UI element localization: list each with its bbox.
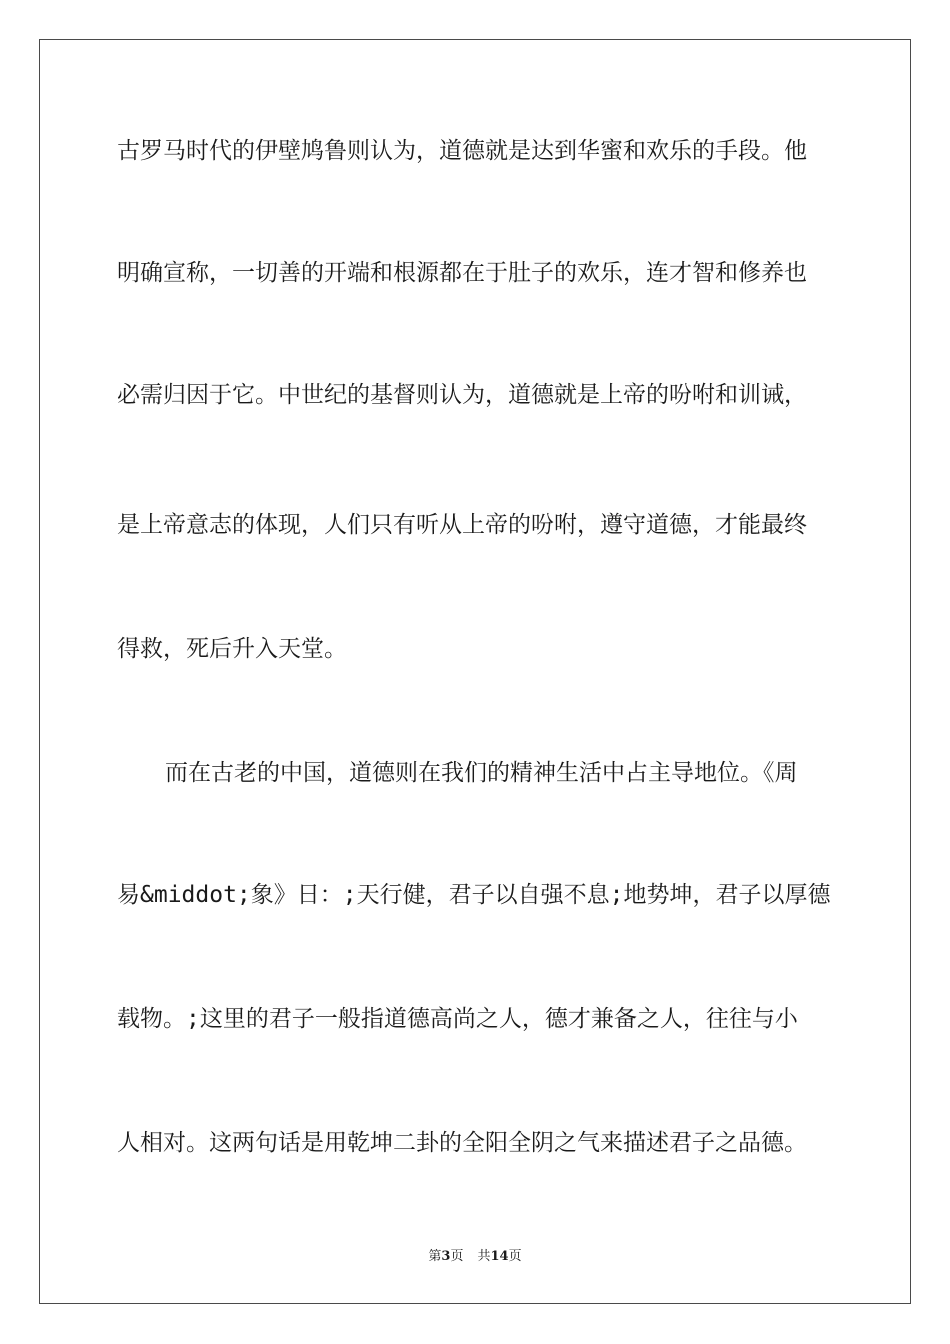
text-line-8: 载物。;这里的君子一般指道德高尚之人，德才兼备之人，往往与小 (117, 1006, 798, 1032)
text-line-3: 必需归因于它。中世纪的基督则认为，道德就是上帝的吩咐和训诫， (117, 382, 807, 408)
text-line-1: 古罗马时代的伊壁鸠鲁则认为，道德就是达到华蜜和欢乐的手段。他 (117, 138, 807, 164)
text-line-6: 而在古老的中国，道德则在我们的精神生活中占主导地位。《周 (165, 760, 798, 786)
text-line-7: 易&middot;象》日：;天行健，君子以自强不息;地势坤，君子以厚德 (117, 882, 831, 908)
text-line-5: 得救，死后升入天堂。 (117, 636, 347, 662)
page-border (39, 39, 911, 1304)
total-suffix: 页 (508, 1249, 522, 1264)
page-suffix: 页 (450, 1249, 464, 1264)
total-page-number: 14 (490, 1249, 509, 1264)
page-prefix: 第 (428, 1249, 442, 1264)
current-page-number: 3 (441, 1249, 451, 1264)
text-line-9: 人相对。这两句话是用乾坤二卦的全阳全阴之气来描述君子之品德。 (117, 1130, 807, 1156)
page-footer (0, 1245, 950, 1264)
total-prefix: 共 (477, 1249, 491, 1264)
text-line-4: 是上帝意志的体现，人们只有听从上帝的吩咐，遵守道德，才能最终 (117, 512, 807, 538)
text-line-2: 明确宣称，一切善的开端和根源都在于肚子的欢乐，连才智和修养也 (117, 260, 807, 286)
